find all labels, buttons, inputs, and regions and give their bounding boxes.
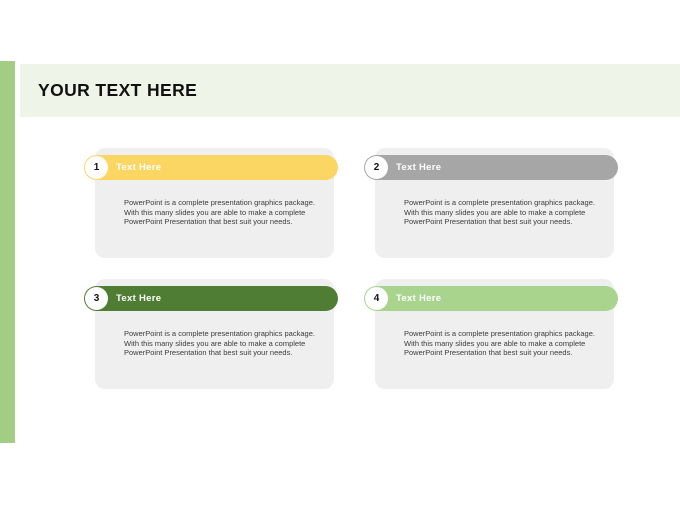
page-title: YOUR TEXT HERE <box>38 80 198 100</box>
card-3 <box>84 279 338 389</box>
number-badge: 4 <box>365 287 388 310</box>
card-text: PowerPoint is a complete presentation graphics package. With this many slides you are able to make a complete PowerPoint Presentation that best suit your needs. <box>124 329 315 358</box>
card-text: PowerPoint is a complete presentation graphics package. With this many slides you are able to make a complete PowerPoint Presentation that best suit your needs. <box>404 198 595 227</box>
card-header-label: Text Here <box>396 293 442 304</box>
left-accent-bar <box>0 61 15 443</box>
card-4 <box>364 279 618 389</box>
card-header-pill <box>84 155 338 180</box>
card-header-pill <box>364 155 618 180</box>
card-1 <box>84 148 338 258</box>
card-header-pill <box>364 286 618 311</box>
card-header-pill <box>84 286 338 311</box>
card-header-label: Text Here <box>396 162 442 173</box>
card-header-label: Text Here <box>116 162 162 173</box>
number-badge: 1 <box>85 156 108 179</box>
card-2 <box>364 148 618 258</box>
number-badge: 3 <box>85 287 108 310</box>
card-text: PowerPoint is a complete presentation graphics package. With this many slides you are able to make a complete PowerPoint Presentation that best suit your needs. <box>124 198 315 227</box>
title-band <box>20 64 680 117</box>
card-header-label: Text Here <box>116 293 162 304</box>
number-badge: 2 <box>365 156 388 179</box>
card-text: PowerPoint is a complete presentation graphics package. With this many slides you are able to make a complete PowerPoint Presentation that best suit your needs. <box>404 329 595 358</box>
